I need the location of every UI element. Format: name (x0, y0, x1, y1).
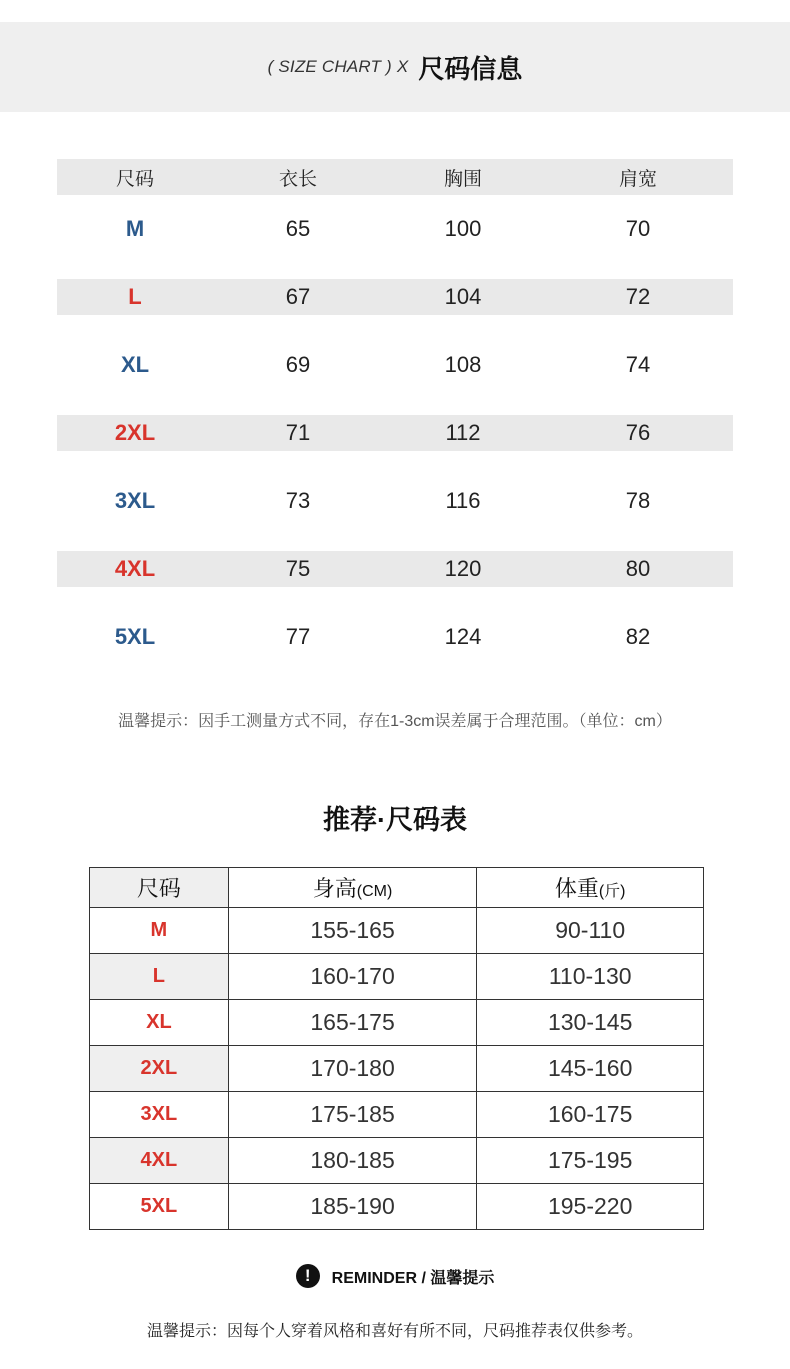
height-range: 175-185 (228, 1092, 477, 1138)
size-label: XL (120, 352, 150, 377)
size-label: 5XL (90, 1184, 229, 1230)
chest-value: 112 (445, 420, 481, 445)
size-label: XL (90, 1000, 229, 1046)
size-chart-table (57, 159, 733, 655)
size-label: 3XL (114, 488, 156, 513)
chest-value: 104 (444, 284, 482, 309)
shoulder-value: 76 (625, 420, 651, 445)
length-value: 65 (285, 216, 311, 241)
shoulder-value: 82 (625, 624, 651, 649)
size-label: 2XL (114, 420, 156, 445)
chest-value: 124 (444, 624, 482, 649)
table-row (90, 1184, 704, 1230)
height-range: 155-165 (228, 908, 477, 954)
measurement-note: 温馨提示：因手工测量方式不同，存在1-3cm误差属于合理范围。（单位：cm） (118, 713, 672, 730)
shoulder-value: 80 (625, 556, 651, 581)
length-value: 73 (285, 488, 311, 513)
table-row (90, 1046, 704, 1092)
reminder-heading (0, 1264, 790, 1288)
header-title: 尺码信息 (418, 53, 523, 84)
height-range: 160-170 (228, 954, 477, 1000)
length-value: 67 (285, 284, 311, 309)
recommend-header-row (90, 868, 704, 908)
table-row (57, 619, 733, 655)
table-row (90, 908, 704, 954)
weight-range: 130-145 (477, 1000, 704, 1046)
size-label: 5XL (114, 624, 156, 649)
recommend-title: 推荐·尺码表 (323, 805, 467, 835)
chest-value: 116 (445, 488, 481, 513)
weight-range: 160-175 (477, 1092, 704, 1138)
height-range: 165-175 (228, 1000, 477, 1046)
header-subtitle: ( SIZE CHART ) X (267, 57, 409, 76)
size-label: M (90, 908, 229, 954)
exclamation-icon: ! (296, 1264, 320, 1288)
size-chart-header-row (57, 159, 733, 195)
reminder-note: 温馨提示：因每个人穿着风格和喜好有所不同，尺码推荐表仅供参考。 (146, 1323, 643, 1340)
weight-range: 175-195 (477, 1138, 704, 1184)
table-row (57, 483, 733, 519)
chest-value: 120 (444, 556, 482, 581)
shoulder-value: 72 (625, 284, 651, 309)
table-row (57, 211, 733, 247)
column-header: 胸围 (443, 168, 482, 190)
chest-value: 108 (444, 352, 482, 377)
column-header: 肩宽 (618, 168, 657, 190)
table-row (57, 551, 733, 587)
size-label: 3XL (90, 1092, 229, 1138)
height-range: 180-185 (228, 1138, 477, 1184)
size-label: L (128, 284, 142, 309)
table-row (90, 1138, 704, 1184)
size-label: 4XL (90, 1138, 229, 1184)
column-header: 尺码 (115, 168, 154, 190)
size-label: 2XL (90, 1046, 229, 1092)
table-row (57, 415, 733, 451)
column-header-weight (477, 868, 704, 908)
reminder-label: REMINDER / 温馨提示 (331, 1269, 495, 1287)
size-label: 4XL (114, 556, 156, 581)
size-label: M (125, 216, 145, 241)
shoulder-value: 78 (625, 488, 651, 513)
weight-range: 145-160 (477, 1046, 704, 1092)
size-label: L (90, 954, 229, 1000)
weight-unit: (斤) (598, 883, 626, 900)
length-value: 71 (285, 420, 311, 445)
column-header: 衣长 (278, 168, 317, 190)
shoulder-value: 70 (625, 216, 651, 241)
weight-range: 90-110 (477, 908, 704, 954)
chest-value: 100 (444, 216, 482, 241)
height-range: 170-180 (228, 1046, 477, 1092)
length-value: 77 (285, 624, 311, 649)
weight-range: 195-220 (477, 1184, 704, 1230)
height-range: 185-190 (228, 1184, 477, 1230)
height-unit: (CM) (356, 883, 393, 900)
column-header-height (228, 868, 477, 908)
table-row (90, 1092, 704, 1138)
height-label: 身高 (312, 876, 357, 901)
shoulder-value: 74 (625, 352, 651, 377)
column-header: 尺码 (90, 868, 229, 908)
recommend-table (89, 867, 704, 1230)
table-row (57, 279, 733, 315)
weight-range: 110-130 (477, 954, 704, 1000)
weight-label: 体重 (554, 876, 599, 901)
table-row (57, 347, 733, 383)
table-row (90, 954, 704, 1000)
length-value: 69 (285, 352, 311, 377)
length-value: 75 (285, 556, 311, 581)
table-row (90, 1000, 704, 1046)
header-banner (0, 22, 790, 112)
